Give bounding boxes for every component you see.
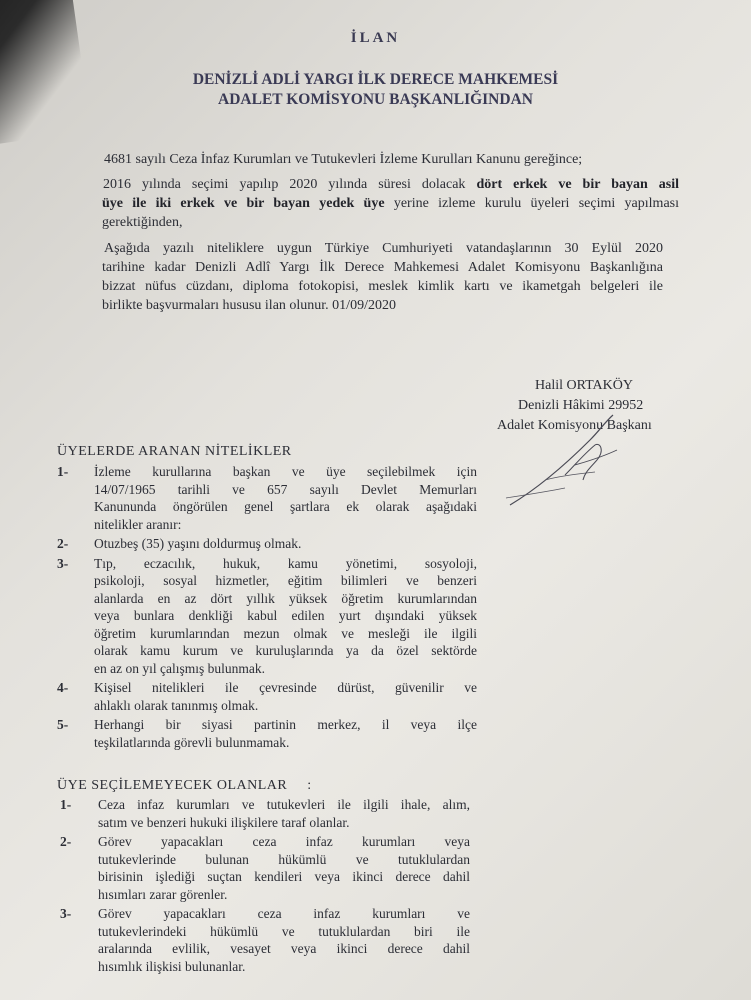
qualification-item-line: 14/07/1965 tarihli ve 657 sayılı Devlet Memurları: [94, 481, 477, 497]
ineligible-item-line: aralarında evlilik, vesayet veya ikinci derece dahil: [98, 941, 470, 956]
qualification-item-number: 4-: [57, 680, 69, 695]
authority-line-2: ADALET KOMİSYONU BAŞKANLIĞINDAN: [218, 91, 533, 108]
ineligible-list: [60, 796, 470, 977]
qualification-item: [57, 555, 477, 678]
ineligible-item-text: [98, 796, 470, 831]
signer-title: Denizli Hâkimi 29952: [518, 398, 644, 413]
qualification-item-line: Otuzbeş (35) yaşını doldurmuş olmak.: [94, 536, 302, 551]
intro-paragraph-1: 4681 sayılı Ceza İnfaz Kurumları ve Tutukevleri İzleme Kurulları Kanunu gereğince;: [104, 152, 583, 167]
ineligible-item-line: birisinin işlediği suçtan kendileri veya ikinci derece dahil: [98, 869, 470, 884]
ineligible-item: [60, 905, 470, 975]
section-heading-qualifications: ÜYELERDE ARANAN NİTELİKLER: [57, 444, 292, 459]
qualification-item-line: psikoloji, sosyal hizmetler, eğitim bilimleri ve benzeri: [94, 573, 477, 588]
authority-line-1: DENİZLİ ADLİ YARGI İLK DERECE MAHKEMESİ: [192, 71, 559, 88]
ineligible-item-line: tutukevlerindeki hükümlü ve tutuklulardan biri ile: [98, 923, 470, 939]
qualification-item-line: veya bunlara denkliği kabul edilen yurt dışındaki yüksek: [94, 608, 477, 623]
ineligible-item-line: satım ve benzeri hukuki ilişkilere taraf olanlar.: [98, 814, 350, 830]
qualification-item-number: 2-: [57, 536, 69, 551]
qualification-item-text: [94, 463, 477, 533]
handwritten-signature: [505, 410, 645, 530]
qualification-item-line: Kanununda öngörülen genel şartlara ek olarak aşağıdaki: [94, 499, 477, 514]
qualification-item-text: [94, 716, 477, 751]
qualification-item-line: olarak kamu kurum ve kuruluşlarında ya da özel sektörde: [94, 643, 477, 658]
ineligible-item-line: hısımları zarar görenler.: [98, 886, 228, 902]
qualification-item-text: [94, 555, 477, 678]
issuing-authority: [0, 70, 751, 110]
ineligible-item-text: [98, 905, 470, 975]
p3-line-2: tarihine kadar Denizli Adlî Yargı İlk Derece Mahkemesi Adalet Komisyonu Başkanlığına: [102, 260, 663, 275]
ineligible-item-line: Görev yapacakları ceza infaz kurumları ve: [98, 906, 470, 921]
qualification-item: [57, 679, 477, 714]
p3-line-1: Aşağıda yazılı niteliklere uygun Türkiye Cumhuriyeti vatandaşlarının 30 Eylül 2020: [104, 241, 663, 256]
ineligible-item-line: Ceza infaz kurumları ve tutukevleri ile ilgili ihale, alım,: [98, 797, 470, 812]
ineligible-item-line: tutukevlerinde bulunan hükümlü ve tutuklulardan: [98, 851, 470, 867]
ineligible-item-number: 2-: [60, 834, 72, 849]
p2-bold-a: dört erkek ve bir bayan asil: [476, 177, 679, 192]
qualification-item-line: İzleme kurullarına başkan ve üye seçilebilmek için: [94, 464, 477, 479]
qualification-item-line: en az on yıl çalışmış bulunmak.: [94, 660, 265, 676]
qualification-item-number: 1-: [57, 464, 69, 479]
section-heading-ineligible: ÜYE SEÇİLEMEYECEK OLANLAR :: [57, 778, 312, 793]
qualification-item: [57, 716, 477, 751]
ineligible-item-line: Görev yapacakları ceza infaz kurumları veya: [98, 834, 470, 849]
ineligible-item-number: 3-: [60, 906, 72, 921]
qualifications-list: [57, 463, 477, 753]
ineligible-item-text: [98, 833, 470, 903]
intro-paragraph-2: [103, 175, 679, 232]
ineligible-item: [60, 833, 470, 903]
ineligible-item: [60, 796, 470, 831]
qualification-item-line: öğretim kurumlarından mezun olmak ve mesleği ile ilgili: [94, 625, 477, 641]
qualification-item-line: Herhangi bir siyasi partinin merkez, il veya ilçe: [94, 717, 477, 732]
signer-role: Adalet Komisyonu Başkanı: [497, 418, 652, 433]
qualification-item-line: alanlarda en az dört yıllık yüksek öğretim kurumlarından: [94, 590, 477, 606]
qualification-item-line: Kişisel nitelikleri ile çevresinde dürüst, güvenilir ve: [94, 680, 477, 695]
qualification-item: [57, 463, 477, 533]
p3-line-3: bizzat nüfus cüzdanı, diploma fotokopisi, meslek kimlik kartı ve ikametgah belgeleri ile: [102, 279, 663, 294]
qualification-item-number: 3-: [57, 555, 69, 571]
p2-text-a: 2016 yılında seçimi yapılıp 2020 yılında süresi dolacak: [103, 177, 477, 192]
qualification-item-text: [94, 679, 477, 714]
p3-line-4: birlikte başvurmaları hususu ilan olunur. 01/09/2020: [102, 298, 396, 313]
ineligible-item-number: 1-: [60, 797, 72, 812]
qualification-item-line: Tıp, eczacılık, hukuk, kamu yönetimi, sosyoloji,: [94, 555, 477, 571]
p2-bold-b: üye ile iki erkek ve bir bayan yedek üye: [102, 196, 385, 211]
ineligible-item-line: hısımlık ilişkisi bulunanlar.: [98, 958, 246, 974]
qualification-item-number: 5-: [57, 717, 69, 732]
p2-text-b: yerine izleme kurulu üyeleri seçimi yapılması: [384, 196, 679, 211]
qualification-item-line: teşkilatlarında görevli bulunmamak.: [94, 734, 290, 750]
intro-paragraph-3: [103, 239, 663, 315]
qualification-item-line: nitelikler aranır:: [94, 516, 182, 532]
qualification-item-text: [94, 535, 477, 553]
qualification-item-line: ahlaklı olarak tanınmış olmak.: [94, 697, 259, 713]
p2-text-c: gerektiğinden,: [102, 215, 183, 230]
qualification-item: [57, 535, 477, 553]
signer-name: Halil ORTAKÖY: [535, 378, 633, 393]
document-title: İLAN: [350, 30, 401, 46]
